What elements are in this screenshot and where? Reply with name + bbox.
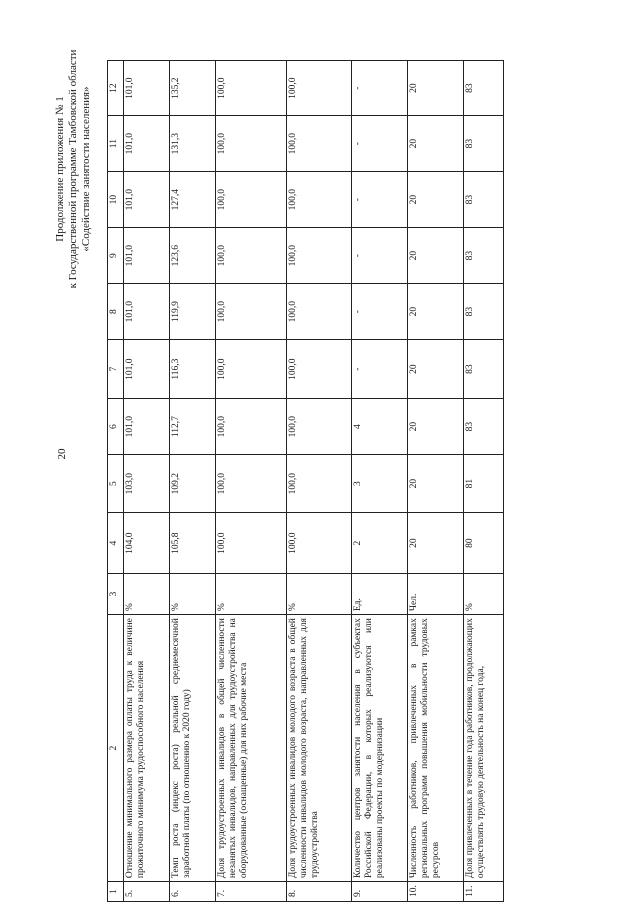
value-cell: 101,0 <box>124 399 170 455</box>
header-line-2: к Государственной программе Тамбовской области <box>67 49 79 289</box>
indicator-name-cell: Доля трудоустроенных инвалидов в общей численности незанятых инвалидов, направленных для трудоустройства на оборудованные (оснащенные) для них рабочие места <box>216 615 287 882</box>
value-cell: 100,0 <box>216 284 287 340</box>
value-cell: - <box>352 116 408 172</box>
value-cell: 123,6 <box>170 228 216 284</box>
value-cell: - <box>352 284 408 340</box>
column-header: 3 <box>108 574 124 615</box>
value-cell: 101,0 <box>124 228 170 284</box>
unit-cell: % <box>287 574 352 615</box>
value-cell: 20 <box>408 116 464 172</box>
value-cell: 112,7 <box>170 399 216 455</box>
row-number-cell: 8. <box>287 882 352 902</box>
value-cell: 127,4 <box>170 172 216 228</box>
table-row <box>170 61 216 902</box>
value-cell: 100,0 <box>287 284 352 340</box>
indicator-name-cell: Численность работников, привлеченных в рамках региональных программ повышения мобильности трудовых ресурсов <box>408 615 464 882</box>
table-header-row <box>108 61 124 902</box>
value-cell: 20 <box>408 228 464 284</box>
value-cell: 100,0 <box>216 340 287 399</box>
row-number-cell: 7. <box>216 882 287 902</box>
value-cell: 101,0 <box>124 172 170 228</box>
value-cell: 100,0 <box>216 172 287 228</box>
value-cell: 80 <box>464 513 504 574</box>
column-header: 11 <box>108 116 124 172</box>
indicator-name-cell: Количество центров занятости населения в субъектах Российской Федерации, в которых реализуются или реализованы проекты по модернизации <box>352 615 408 882</box>
table-row <box>464 61 504 902</box>
value-cell: 100,0 <box>216 455 287 513</box>
table-row <box>408 61 464 902</box>
value-cell: 100,0 <box>216 116 287 172</box>
column-header: 7 <box>108 340 124 399</box>
value-cell: 20 <box>408 340 464 399</box>
row-number-cell: 5. <box>124 882 170 902</box>
indicators-table <box>107 60 504 902</box>
value-cell: 3 <box>352 455 408 513</box>
value-cell: 101,0 <box>124 284 170 340</box>
value-cell: - <box>352 340 408 399</box>
value-cell: 100,0 <box>216 399 287 455</box>
value-cell: 20 <box>408 513 464 574</box>
value-cell: 100,0 <box>287 399 352 455</box>
indicator-name-cell: Отношение минимального размера оплаты труда к величине прожиточного минимума трудоспособного населения <box>124 615 170 882</box>
value-cell: 100,0 <box>287 172 352 228</box>
indicator-name-cell: Доля привлеченных в течение года работников, продолжающих осуществлять трудовую деятельность на конец года, <box>464 615 504 882</box>
value-cell: 20 <box>408 399 464 455</box>
value-cell: 100,0 <box>287 61 352 116</box>
table-row <box>124 61 170 902</box>
unit-cell: % <box>170 574 216 615</box>
value-cell: 101,0 <box>124 116 170 172</box>
value-cell: - <box>352 61 408 116</box>
column-header: 8 <box>108 284 124 340</box>
value-cell: 105,8 <box>170 513 216 574</box>
value-cell: 135,2 <box>170 61 216 116</box>
value-cell: 81 <box>464 455 504 513</box>
value-cell: 83 <box>464 61 504 116</box>
value-cell: 104,0 <box>124 513 170 574</box>
value-cell: 100,0 <box>287 228 352 284</box>
row-number-cell: 10. <box>408 882 464 902</box>
value-cell: 20 <box>408 284 464 340</box>
value-cell: 83 <box>464 116 504 172</box>
column-header: 9 <box>108 228 124 284</box>
unit-cell: Ед. <box>352 574 408 615</box>
row-number-cell: 9. <box>352 882 408 902</box>
column-header: 6 <box>108 399 124 455</box>
value-cell: 100,0 <box>216 61 287 116</box>
header-line-3: «Содействие занятости населения» <box>80 86 92 252</box>
column-header: 10 <box>108 172 124 228</box>
unit-cell: % <box>464 574 504 615</box>
value-cell: 100,0 <box>287 455 352 513</box>
value-cell: 83 <box>464 228 504 284</box>
value-cell: 83 <box>464 284 504 340</box>
value-cell: 101,0 <box>124 61 170 116</box>
value-cell: 100,0 <box>287 340 352 399</box>
table-row <box>352 61 408 902</box>
column-header: 4 <box>108 513 124 574</box>
value-cell: 100,0 <box>287 513 352 574</box>
value-cell: 20 <box>408 172 464 228</box>
indicator-name-cell: Доля трудоустроенных инвалидов молодого возраста в общей численности инвалидов молодого возраста, направленных для трудоустройства <box>287 615 352 882</box>
column-header: 1 <box>108 882 124 902</box>
value-cell: 20 <box>408 455 464 513</box>
value-cell: 100,0 <box>287 116 352 172</box>
header-line-1: Продолжение приложения № 1 <box>54 96 66 242</box>
value-cell: 83 <box>464 340 504 399</box>
value-cell: 109,2 <box>170 455 216 513</box>
value-cell: 119,9 <box>170 284 216 340</box>
table-row <box>216 61 287 902</box>
value-cell: 4 <box>352 399 408 455</box>
unit-cell: % <box>124 574 170 615</box>
unit-cell: % <box>216 574 287 615</box>
value-cell: 131,3 <box>170 116 216 172</box>
unit-cell: Чел. <box>408 574 464 615</box>
value-cell: - <box>352 228 408 284</box>
value-cell: 100,0 <box>216 513 287 574</box>
indicator-name-cell: Темп роста (индекс роста) реальной среднемесячной заработной платы (по отношению к 2020 году) <box>170 615 216 882</box>
value-cell: 83 <box>464 399 504 455</box>
column-header: 5 <box>108 455 124 513</box>
value-cell: 83 <box>464 172 504 228</box>
value-cell: 100,0 <box>216 228 287 284</box>
table-row <box>287 61 352 902</box>
value-cell: 103,0 <box>124 455 170 513</box>
value-cell: - <box>352 172 408 228</box>
row-number-cell: 11. <box>464 882 504 902</box>
row-number-cell: 6. <box>170 882 216 902</box>
column-header: 12 <box>108 61 124 116</box>
page-number: 20 <box>56 448 68 460</box>
value-cell: 20 <box>408 61 464 116</box>
column-header: 2 <box>108 615 124 882</box>
value-cell: 101,0 <box>124 340 170 399</box>
value-cell: 2 <box>352 513 408 574</box>
value-cell: 116,3 <box>170 340 216 399</box>
document-header <box>54 19 93 319</box>
